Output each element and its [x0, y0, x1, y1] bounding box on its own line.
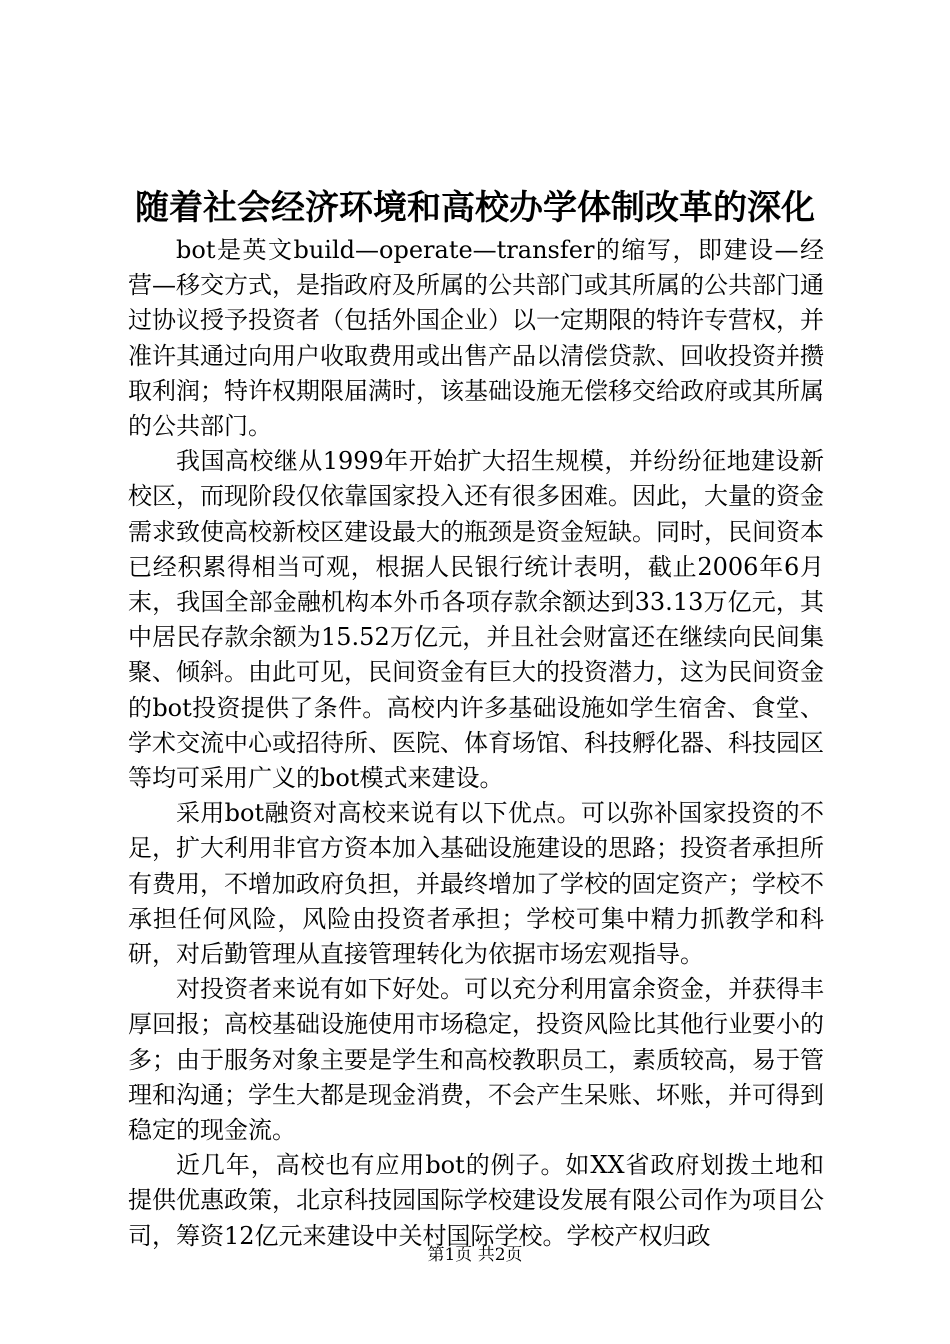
- paragraph-funding-background: 我国高校继从1999年开始扩大招生规模，并纷纷征地建设新校区，而现阶段仅依靠国家投入还有很多困难。因此，大量的资金需求致使高校新校区建设最大的瓶颈是资金短缺。同时，民间资本已经积累得相当可观，根据人民银行统计表明，截止2006年6月末，我国全部金融机构本外币各项存款余额达到33.13万亿元，其中居民存款余额为15.52万亿元，并且社会财富还在继续向民间集聚、倾斜。由此可见，民间资金有巨大的投资潜力，这为民间资金的bot投资提供了条件。高校内许多基础设施如学生宿舍、食堂、学术交流中心或招待所、医院、体育场馆、科技孵化器、科技园区等均可采用广义的bot模式来建设。: [128, 447, 824, 793]
- paragraph-bot-definition: bot是英文build—operate—transfer的缩写，即建设—经营—移交方式，是指政府及所属的公共部门或其所属的公共部门通过协议授予投资者（包括外国企业）以一定期限的特许专营权，并准许其通过向用户收取费用或出售产品以清偿贷款、回收投资并攒取利润；特许权期限届满时，该基础设施无偿移交给政府或其所属的公共部门。: [128, 236, 824, 441]
- paragraph-benefits-for-investors: 对投资者来说有如下好处。可以充分利用富余资金，并获得丰厚回报；高校基础设施使用市场稳定，投资风险比其他行业要小的多；由于服务对象主要是学生和高校教职员工，素质较高，易于管理和沟通；学生大都是现金消费，不会产生呆账、坏账，并可得到稳定的现金流。: [128, 975, 824, 1145]
- paragraph-advantages-for-universities: 采用bot融资对高校来说有以下优点。可以弥补国家投资的不足，扩大利用非官方资本加入基础设施建设的思路；投资者承担所有费用，不增加政府负担，并最终增加了学校的固定资产；学校不承担任何风险，风险由投资者承担；学校可集中精力抓教学和科研，对后勤管理从直接管理转化为依据市场宏观指导。: [128, 799, 824, 969]
- paragraph-examples: 近几年，高校也有应用bot的例子。如XX省政府划拨土地和提供优惠政策，北京科技园国际学校建设发展有限公司作为项目公司，筹资12亿元来建设中关村国际学校。学校产权归政: [128, 1151, 824, 1250]
- document-title: 随着社会经济环境和高校办学体制改革的深化: [135, 188, 815, 228]
- page-number-footer: 第1页 共2页: [427, 1245, 523, 1265]
- document-body: [128, 233, 824, 1254]
